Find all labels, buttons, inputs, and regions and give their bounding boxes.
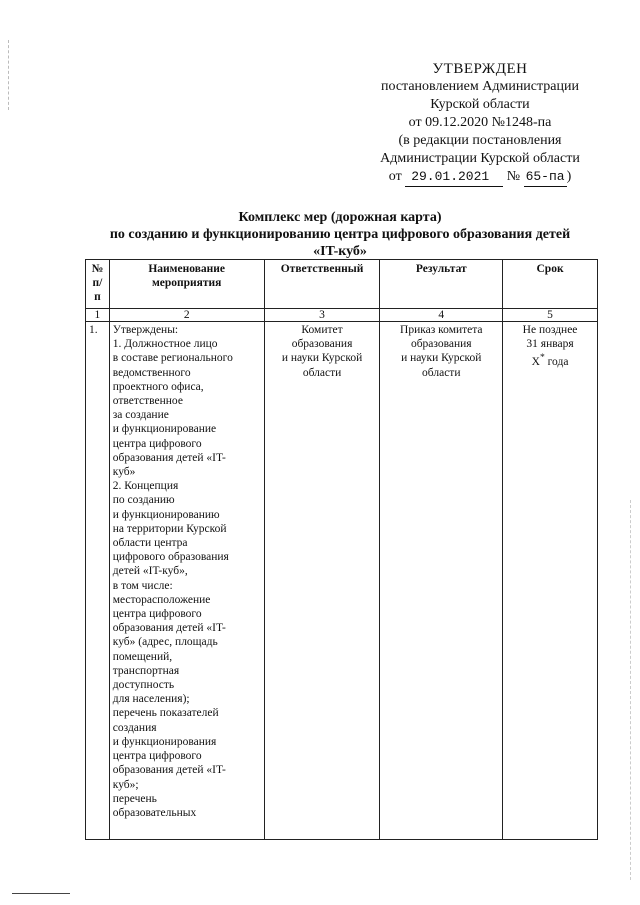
deadline-line: Не позднее [522, 324, 578, 336]
table-row [86, 322, 598, 840]
approval-amendment-line: от 29.01.2021 № 65-па ) [360, 168, 600, 187]
date-prefix: от [388, 169, 402, 184]
header-num: № п/ п [86, 260, 110, 309]
header-result: Результат [380, 260, 503, 309]
scan-edge-mark [630, 500, 632, 880]
number-prefix: № [506, 169, 521, 184]
deadline-year [506, 351, 594, 369]
header-responsible: Ответственный [264, 260, 380, 309]
heading-line: «IT-куб» [313, 244, 367, 259]
header-activity: Наименование мероприятия [109, 260, 264, 309]
column-number: 5 [503, 309, 598, 322]
approval-title: УТВЕРЖДЕН [432, 61, 528, 77]
approval-line: постановлением Администрации [381, 79, 579, 94]
column-number: 4 [380, 309, 503, 322]
footnote-mark: * [539, 352, 545, 364]
header-deadline: Срок [503, 260, 598, 309]
approval-stamp [360, 60, 600, 187]
table-header-row [86, 260, 598, 309]
footnote-separator [12, 893, 70, 894]
approval-line: (в редакции постановления [398, 133, 562, 148]
column-number: 3 [264, 309, 380, 322]
row-result: Приказ комитета образования и науки Курской области [380, 322, 503, 840]
heading-line: Комплекс мер (дорожная карта) [238, 210, 442, 225]
amendment-number: 65-па [524, 168, 567, 187]
deadline-year-letter: X [531, 356, 540, 369]
scan-edge-mark [8, 40, 10, 110]
row-num: 1. [86, 322, 110, 840]
row-deadline [503, 322, 598, 840]
document-heading [80, 209, 600, 260]
heading-line: по созданию и функционированию центра цифрового образования детей [109, 227, 571, 242]
approval-line: Курской области [430, 97, 530, 112]
approval-line: от 09.12.2020 №1248-па [408, 115, 552, 130]
amendment-date: 29.01.2021 [405, 168, 503, 187]
deadline-line: 31 января [526, 338, 574, 351]
column-number-row [86, 309, 598, 322]
row-responsible: Комитет образования и науки Курской области [264, 322, 380, 840]
roadmap-table [85, 259, 598, 840]
approval-line: Администрации Курской области [380, 151, 580, 166]
row-activity: Утверждены: 1. Должностное лицо в составе регионального ведомственного проектного офиса, ответственное за создание и функционирование центра цифрового образования детей «IT- куб» 2. Концепция по созданию и функционированию на территории Курской области центра цифрового образования детей «IT-куб», в том числе: месторасположение центра цифрового образования детей «IT- куб» (адрес, площадь помещений, транспортная доступность для населения); перечень показателей создания и функционирования центра цифрового образования детей «IT- куб»; перечень образовательных [109, 322, 264, 840]
column-number: 1 [86, 309, 110, 322]
column-number: 2 [109, 309, 264, 322]
deadline-year-word: года [544, 356, 569, 369]
